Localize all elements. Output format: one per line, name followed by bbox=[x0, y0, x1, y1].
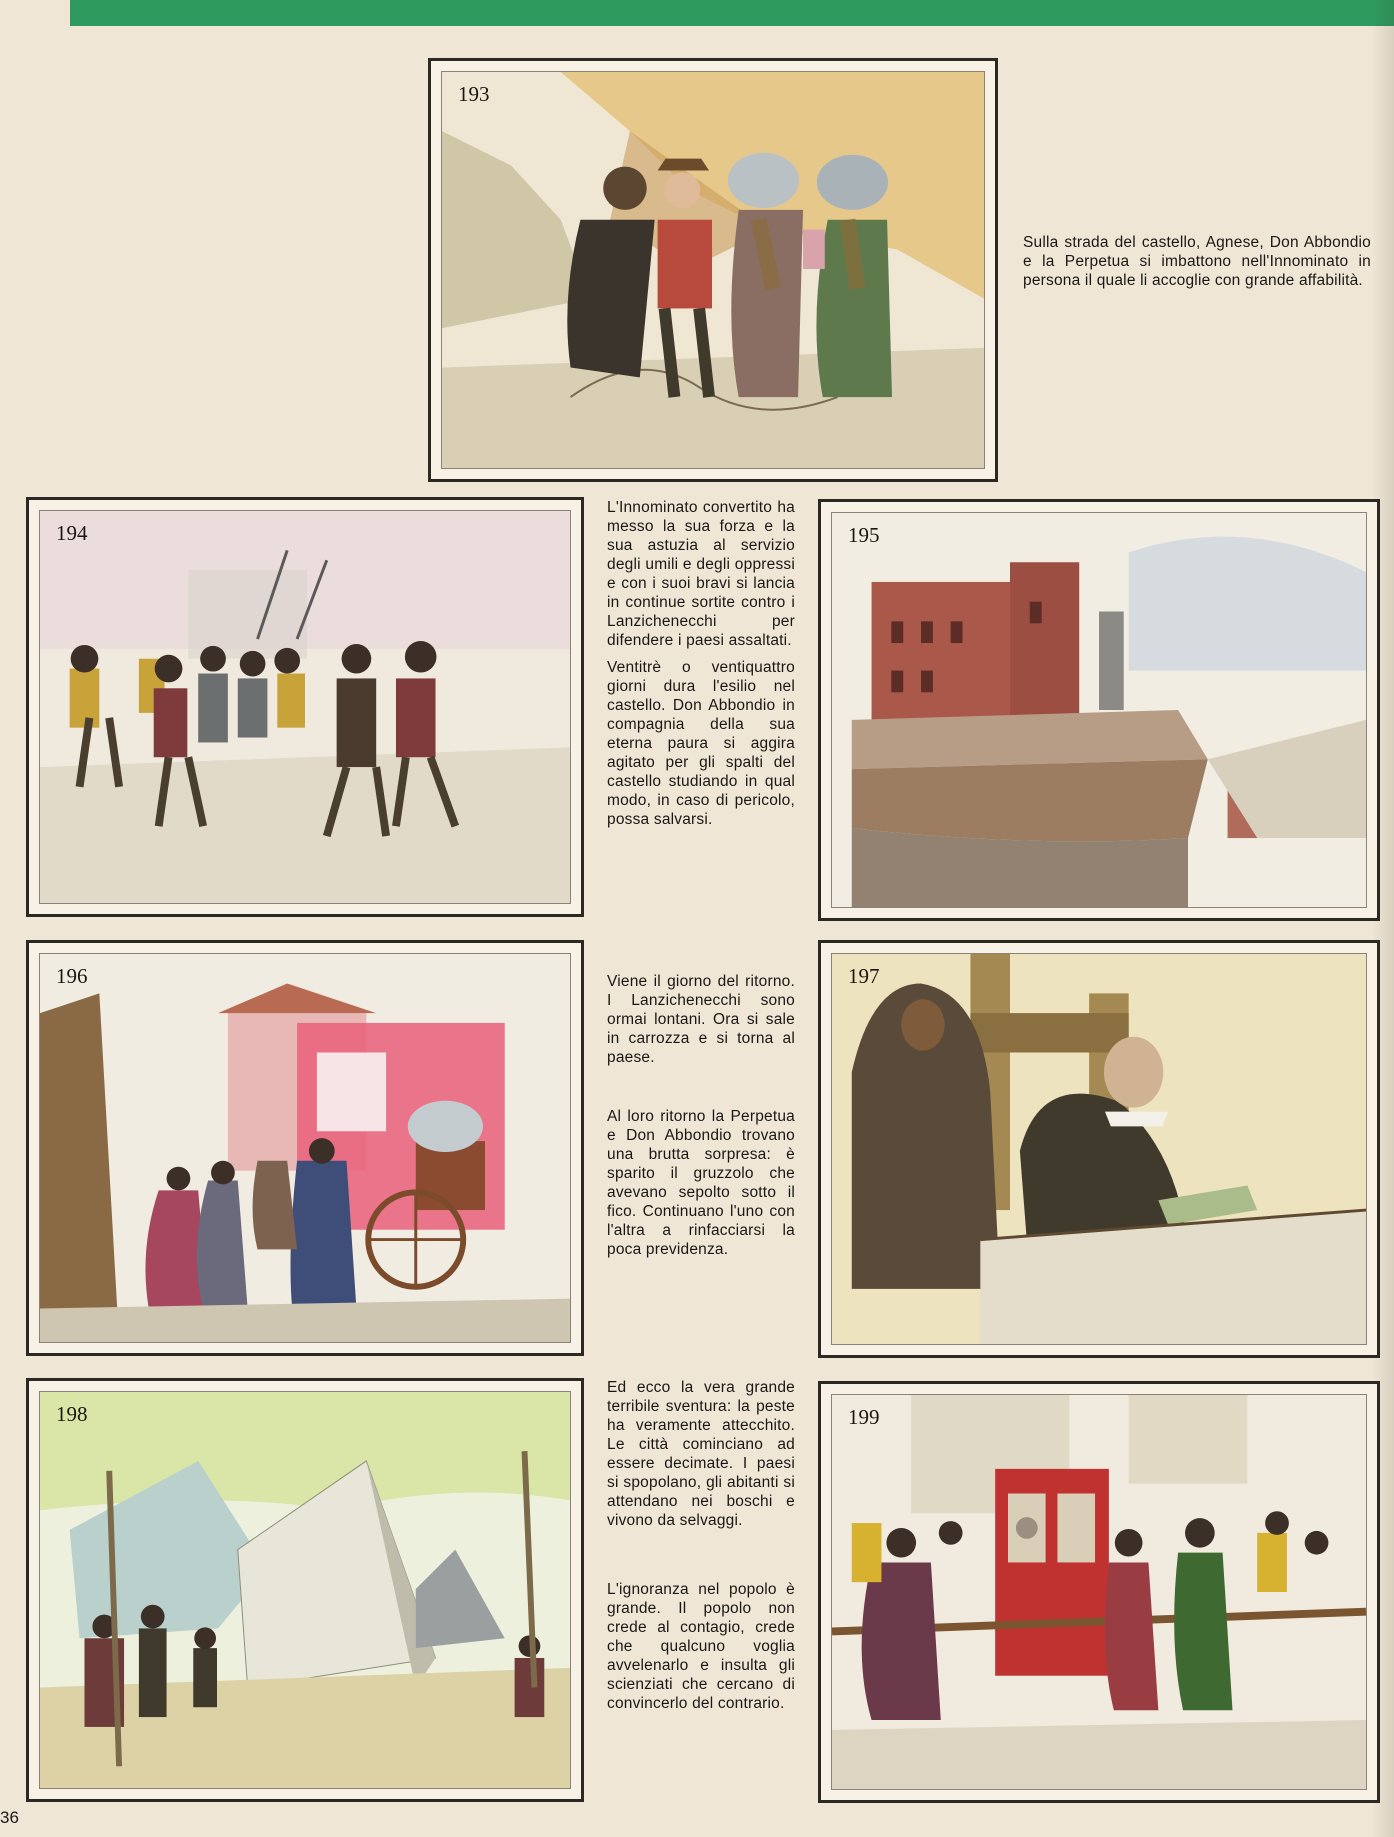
top-color-band bbox=[70, 0, 1394, 26]
plate-illustration bbox=[40, 954, 570, 1342]
caption-193: Sulla strada del castello, Agnese, Don Abbondio e la Perpetua si imbattono nell'Innominato in persona il quale li accoglie con grande affabilità. bbox=[1023, 234, 1371, 289]
plate-193 bbox=[428, 58, 998, 482]
plate-197 bbox=[818, 940, 1380, 1358]
plate-number: 194 bbox=[56, 521, 88, 545]
plate-number: 196 bbox=[56, 964, 88, 988]
caption-196: Viene il giorno del ritorno. I Lanzichenecchi sono ormai lontani. Ora si sale in carrozza e si torna al paese. Al loro ritorno la Perpetua e Don Abbondio trovano una brutta sorpresa: è sparito il gruzzolo che avevano sepolto sotto il fico. Continuano l'uno con l'altra a rinfacciarsi la poca previdenza. bbox=[607, 973, 795, 1258]
plate-illustration bbox=[832, 1395, 1366, 1789]
plate-illustration bbox=[40, 1392, 570, 1788]
caption-194: L'Innominato convertito ha messo la sua forza e la sua astuzia al servizio degli umili e degli oppressi e con i suoi bravi si lancia in continue sortite contro i Lanzichenecchi per difendere i paesi assaltati. Ventitrè o ventiquattro giorni dura l'esilio nel castello. Don Abbondio in compagnia della sua eterna paura si aggira agitato per gli spalti del castello studiando in qual modo, in caso di pericolo, possa salvarsi. bbox=[607, 499, 795, 828]
plate-number: 199 bbox=[848, 1405, 880, 1429]
plate-196 bbox=[26, 940, 584, 1356]
plate-illustration bbox=[40, 511, 570, 903]
plate-illustration bbox=[832, 513, 1366, 907]
plate-illustration bbox=[442, 72, 984, 468]
caption-198: Ed ecco la vera grande terribile sventura: la peste ha veramente attecchito. Le città cominciano ad essere decimate. I paesi si spopolano, gli abitanti si attendano nei boschi e vivono da selvaggi. L'ignoranza nel popolo è grande. Il popolo non crede al contagio, crede che qualcuno voglia avvelenarlo e insulta gli scienziati che cercano di convincerlo del contrario. bbox=[607, 1379, 795, 1712]
plate-198 bbox=[26, 1378, 584, 1802]
plate-199 bbox=[818, 1381, 1380, 1803]
plate-number: 197 bbox=[848, 964, 880, 988]
plate-number: 193 bbox=[458, 82, 490, 106]
plate-194 bbox=[26, 497, 584, 917]
plate-number: 198 bbox=[56, 1402, 88, 1426]
plate-195 bbox=[818, 499, 1380, 921]
plate-number: 195 bbox=[848, 523, 880, 547]
page-number: 36 bbox=[0, 1808, 19, 1827]
plate-illustration bbox=[832, 954, 1366, 1344]
